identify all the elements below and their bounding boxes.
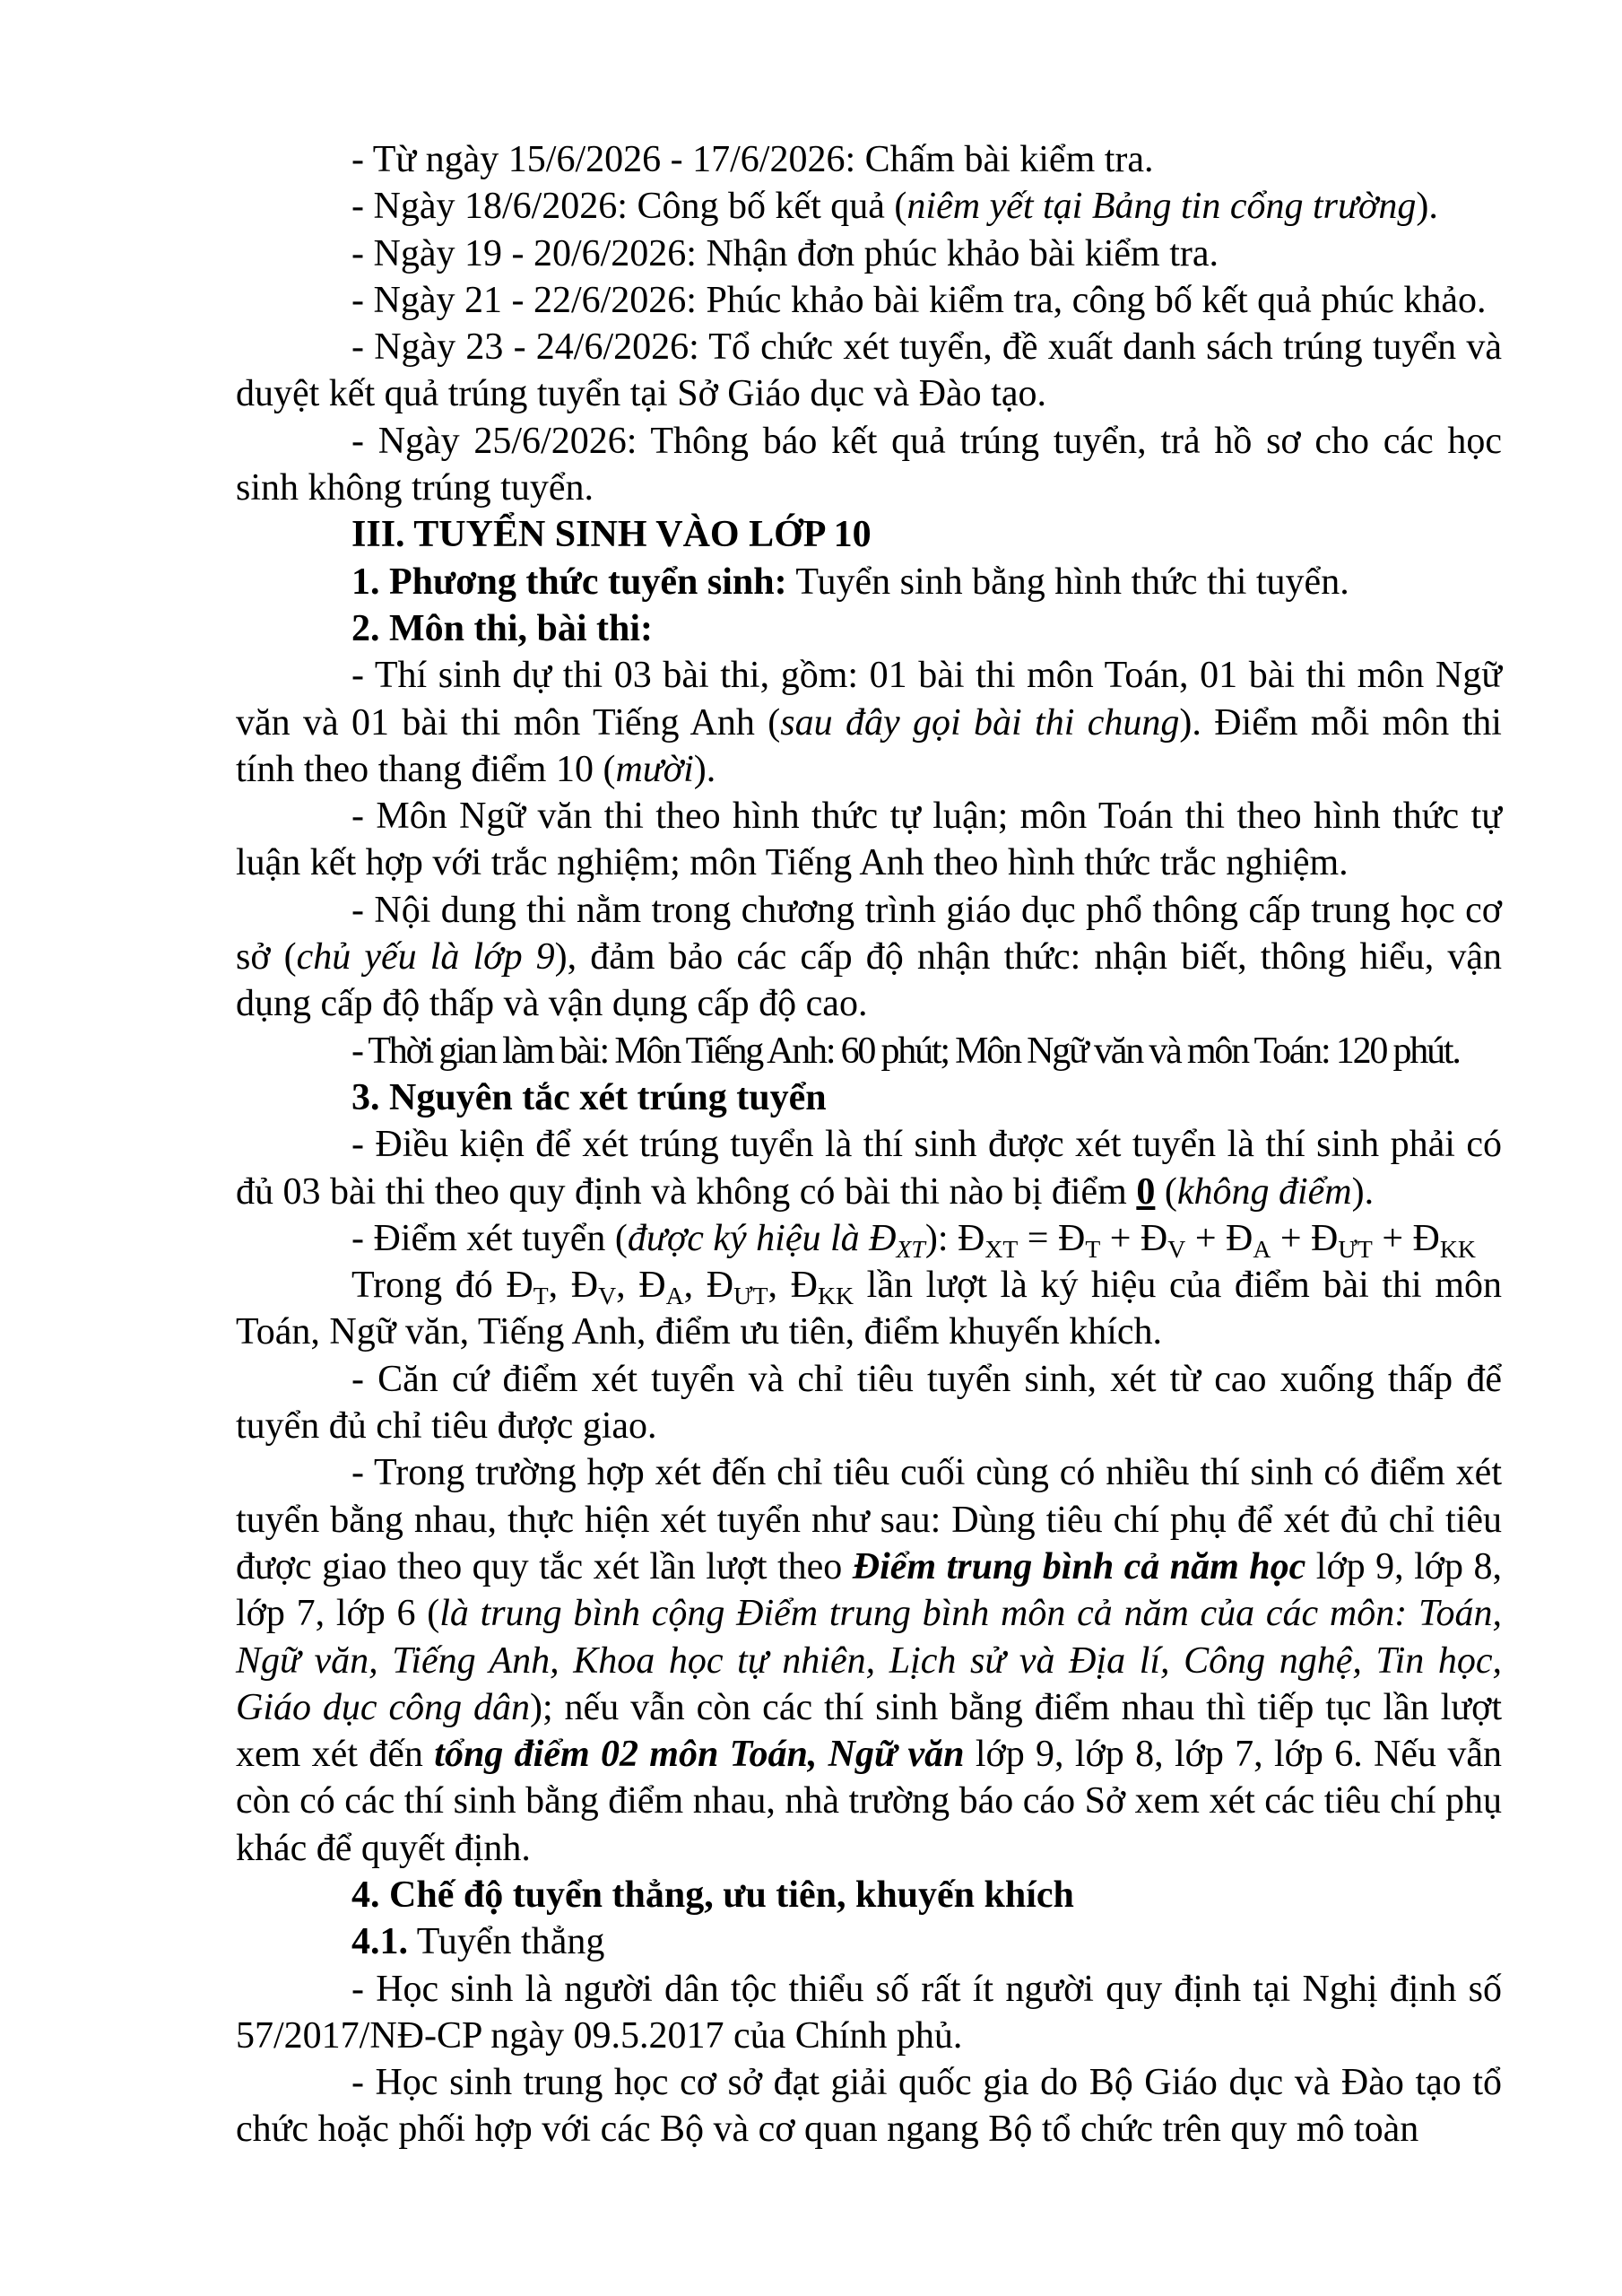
text-run: ƯT [733, 1282, 768, 1310]
text-run: lớp 9, lớp 8, lớp 7, lớp 6 ( [236, 1545, 1502, 1635]
text-run: lớp 9, lớp 8, lớp 7, lớp 6. Nếu vẫn còn có các thí sinh bằng điểm nhau, nhà trường báo cáo Sở xem xét các tiêu chí phụ khác để quyết định. [236, 1734, 1503, 1869]
heading-3-principles [236, 1074, 1502, 1121]
text-run: - Nội dung thi nằm trong chương trình giáo dục phổ thông cấp trung học cơ sở ( [236, 889, 1502, 978]
text-run: 4. Chế độ tuyển thẳng, ưu tiên, khuyến khích [351, 1874, 1074, 1916]
schedule-item-selection [236, 324, 1502, 418]
text-run: ). Điểm mỗi môn thi tính theo thang điểm 10 ( [236, 701, 1502, 790]
text-run: = Đ [1018, 1217, 1086, 1259]
text-run: ). [693, 748, 716, 790]
text-run: lần lượt là ký hiệu của điểm bài thi môn Toán, Ngữ văn, Tiếng Anh, điểm ưu tiên, điểm khuyến khích. [236, 1265, 1502, 1353]
text-run: - Ngày 18/6/2026: Công bố kết quả ( [351, 186, 907, 228]
text-run: T [533, 1282, 549, 1310]
text-run: , Đ [683, 1265, 734, 1307]
text-run: ƯT [1338, 1235, 1373, 1264]
para-exam-format [236, 793, 1502, 887]
text-run: niêm yết tại Bảng tin cổng trường [906, 186, 1417, 228]
text-run: - Học sinh trung học cơ sở đạt giải quốc gia do Bộ Giáo dục và Đào tạo tổ chức hoặc phối hợp với các Bộ và cơ quan ngang Bộ tổ chức trên quy mô toàn [236, 2062, 1502, 2151]
text-run: - Từ ngày 15/6/2026 - 17/6/2026: Chấm bài kiểm tra. [351, 139, 1154, 180]
section-heading-iii [236, 511, 1502, 558]
text-run: ); nếu vẫn còn các thí sinh bằng điểm nhau thì tiếp tục lần lượt xem xét đến [236, 1686, 1502, 1776]
text-run: ). [1416, 186, 1438, 228]
para-national-prize [236, 2059, 1502, 2153]
text-run: A [665, 1282, 684, 1310]
text-run: , Đ [548, 1265, 599, 1307]
text-run: , Đ [616, 1265, 666, 1307]
text-run: 0 [1136, 1170, 1156, 1213]
heading-4-priority [236, 1872, 1502, 1918]
text-run: + Đ [1271, 1217, 1339, 1259]
text-run: - Môn Ngữ văn thi theo hình thức tự luận; môn Toán thi theo hình thức tự luận kết hợp với trắc nghiệm; môn Tiếng Anh theo hình thức trắc nghiệm. [236, 796, 1502, 884]
text-run: - Ngày 21 - 22/6/2026: Phúc khảo bài kiểm tra, công bố kết quả phúc khảo. [351, 279, 1487, 321]
heading-2-subjects [236, 605, 1502, 652]
text-run: ). [1351, 1170, 1375, 1213]
schedule-item-results [236, 183, 1502, 230]
text-run: Trong đó Đ [351, 1265, 533, 1307]
para-admission-condition [236, 1121, 1502, 1215]
para-exam-subjects [236, 652, 1502, 793]
text-run: sau đây gọi bài thi chung [780, 701, 1180, 744]
para-exam-duration [236, 1028, 1502, 1074]
text-run: là trung bình cộng Điểm trung bình môn cả năm của các môn: Toán, Ngữ văn, Tiếng Anh, Khoa học tự nhiên, Lịch sử và Địa lí, Công nghệ, Tin học, Giáo dục công dân [236, 1593, 1502, 1728]
text-run: T [1085, 1235, 1101, 1264]
text-run: - Căn cứ điểm xét tuyển và chỉ tiêu tuyển sinh, xét từ cao xuống thấp để tuyển đủ chỉ tiêu được giao. [236, 1358, 1502, 1448]
schedule-item-grading [236, 136, 1502, 183]
text-run: được ký hiệu là Đ [627, 1217, 897, 1259]
para-symbol-explanation [236, 1262, 1502, 1356]
heading-4-1-direct-admission [236, 1918, 1502, 1965]
text-run: - Thí sinh dự thi 03 bài thi, gồm: 01 bài thi môn Toán, 01 bài thi môn Ngữ văn và 01 bài thi môn Tiếng Anh ( [236, 655, 1502, 744]
text-run: 2. Môn thi, bài thi: [351, 607, 654, 649]
text-run: + Đ [1100, 1217, 1168, 1259]
text-run: - Ngày 23 - 24/6/2026: Tổ chức xét tuyển, đề xuất danh sách trúng tuyển và duyệt kết quả trúng tuyển tại Sở Giáo dục và Đào tạo. [236, 326, 1502, 415]
text-run: V [1167, 1235, 1186, 1264]
document-body [236, 136, 1502, 2153]
text-run: A [1253, 1235, 1271, 1264]
para-ranking [236, 1356, 1502, 1450]
para-ethnic-minority [236, 1966, 1502, 2060]
schedule-item-notification [236, 418, 1502, 512]
text-run: Điểm trung bình cả năm học [852, 1545, 1306, 1587]
text-run: - Học sinh là người dân tộc thiểu số rất ít người quy định tại Nghị định số 57/2017/NĐ-CP ngày 09.5.2017 của Chính phủ. [236, 1968, 1502, 2057]
text-run: XT [896, 1235, 925, 1264]
text-run: Tuyển thẳng [408, 1921, 605, 1963]
text-run: chủ yếu là lớp 9 [296, 936, 555, 978]
text-run: ), đảm bảo các cấp độ nhận thức: nhận biết, thông hiểu, vận dụng cấp độ thấp và vận dụng cấp độ cao. [236, 936, 1502, 1025]
schedule-item-review [236, 277, 1502, 324]
text-run: - Thời gian làm bài: Môn Tiếng Anh: 60 phút; Môn Ngữ văn và môn Toán: 120 phút. [351, 1030, 1460, 1072]
text-run: III. TUYỂN SINH VÀO LỚP 10 [351, 514, 872, 556]
text-run: , Đ [768, 1265, 818, 1307]
text-run: KK [818, 1282, 854, 1310]
text-run: V [598, 1282, 617, 1310]
text-run: - Điều kiện để xét trúng tuyển là thí sinh được xét tuyển là thí sinh phải có đủ 03 bài thi theo quy định và không có bài thi nào bị điểm [236, 1124, 1502, 1213]
text-run: - Ngày 25/6/2026: Thông báo kết quả trúng tuyển, trả hồ sơ cho các học sinh không trúng tuyển. [236, 420, 1502, 509]
para-exam-content [236, 887, 1502, 1028]
text-run: không điểm [1176, 1170, 1352, 1213]
text-run: ): Đ [924, 1217, 985, 1259]
text-run: + Đ [1372, 1217, 1440, 1259]
text-run: 4.1. [351, 1921, 408, 1963]
text-run: - Trong trường hợp xét đến chỉ tiêu cuối cùng có nhiều thí sinh có điểm xét tuyển bằng nhau, thực hiện xét tuyển như sau: Dùng tiêu chí phụ để xét đủ chỉ tiêu được giao theo quy tắc xét lần lượt theo [236, 1452, 1502, 1587]
text-run: mười [615, 748, 694, 790]
para-tiebreaker [236, 1449, 1502, 1872]
text-run: - Điểm xét tuyển ( [351, 1217, 628, 1259]
text-run: Tuyển sinh bằng hình thức thi tuyển. [786, 561, 1349, 603]
text-run: ( [1155, 1170, 1177, 1213]
text-run: KK [1439, 1235, 1476, 1264]
text-run: 3. Nguyên tắc xét trúng tuyển [351, 1076, 827, 1118]
text-run: 1. Phương thức tuyển sinh: [351, 561, 787, 603]
text-run: + Đ [1185, 1217, 1253, 1259]
heading-1-method [236, 559, 1502, 605]
text-run: XT [984, 1235, 1019, 1264]
schedule-item-review-request [236, 230, 1502, 277]
text-run: - Ngày 19 - 20/6/2026: Nhận đơn phúc khảo bài kiểm tra. [351, 232, 1219, 274]
text-run: tổng điểm 02 môn Toán, Ngữ văn [434, 1734, 965, 1776]
para-score-formula [236, 1215, 1502, 1262]
